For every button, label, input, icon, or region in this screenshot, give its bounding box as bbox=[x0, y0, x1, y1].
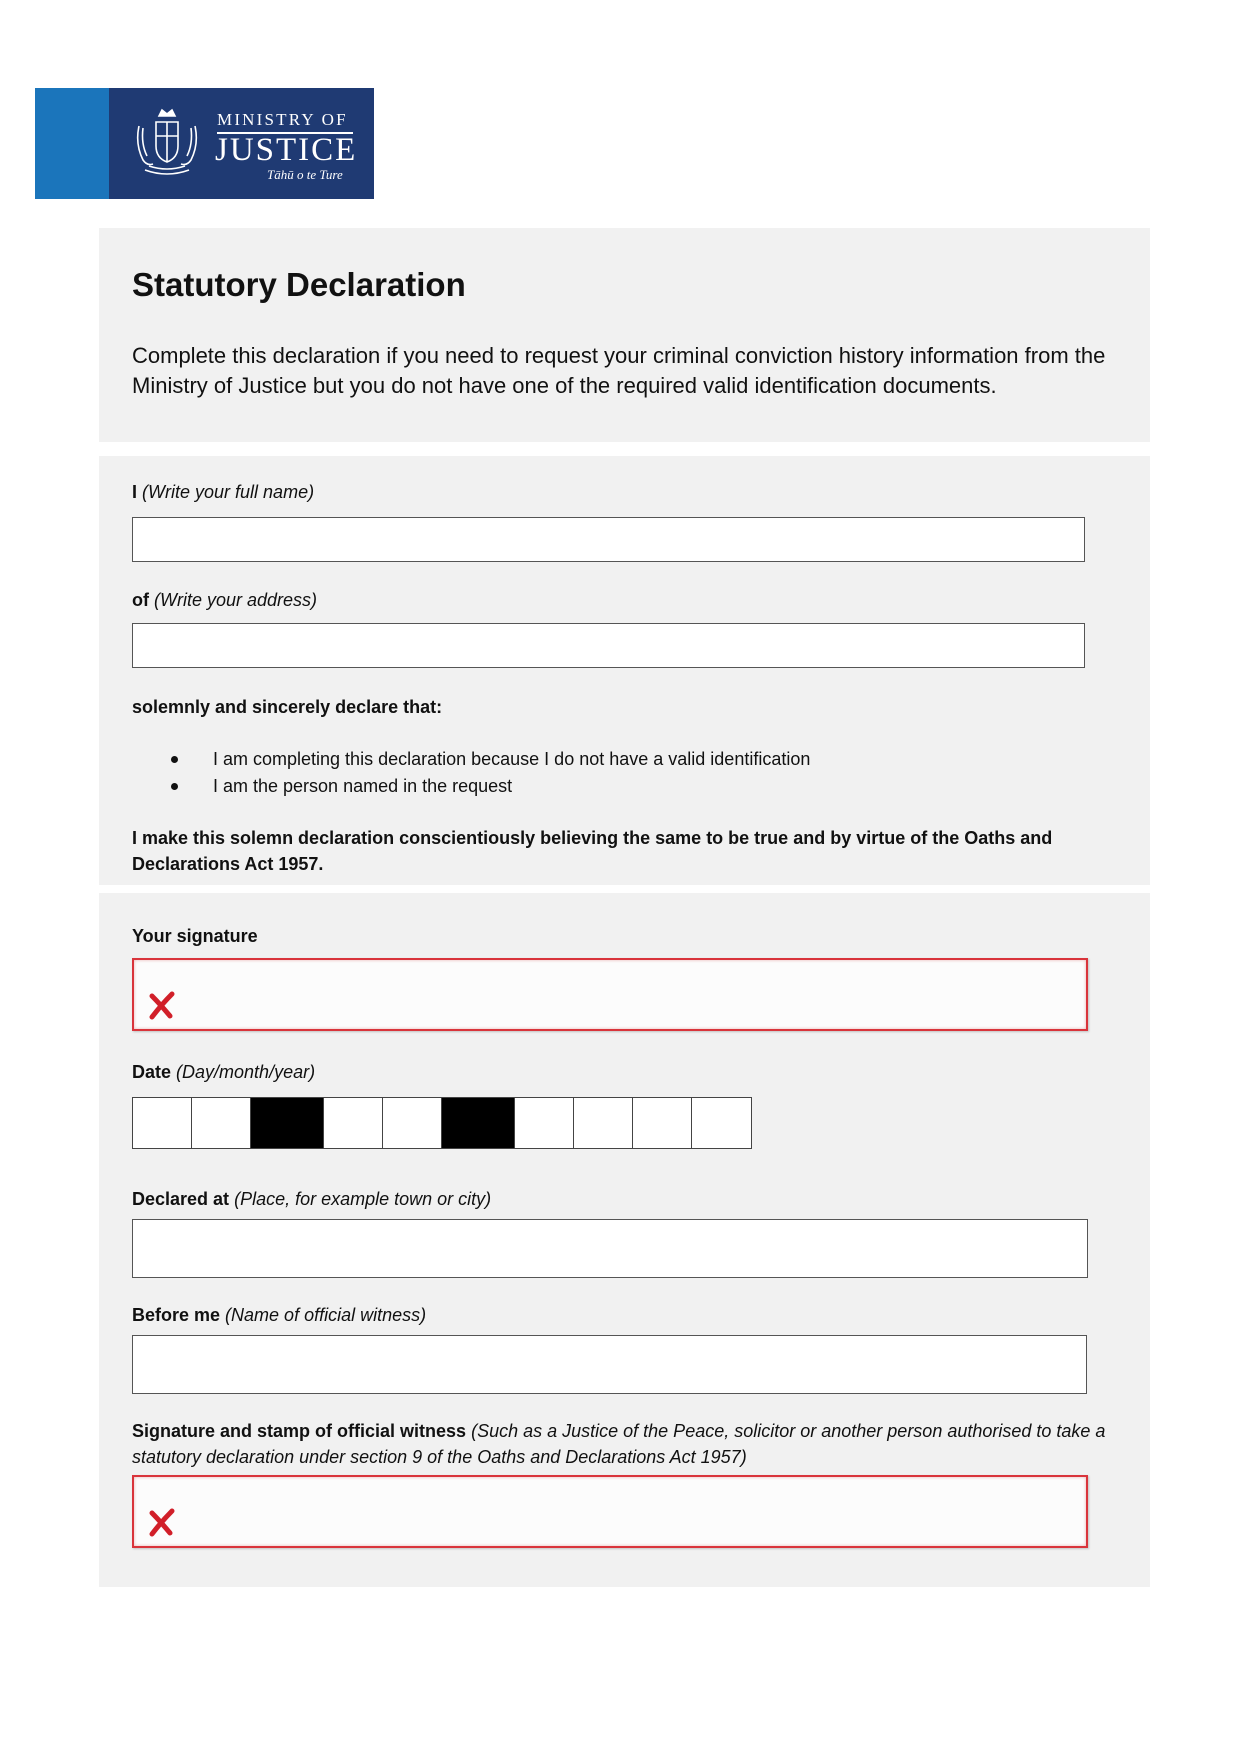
coat-of-arms-icon bbox=[129, 106, 205, 182]
bullet-icon bbox=[171, 783, 178, 790]
bullet-text: I am completing this declaration because I do not have a valid identification bbox=[213, 749, 811, 769]
witness-name-hint: (Name of official witness) bbox=[225, 1305, 427, 1325]
address-field[interactable] bbox=[132, 623, 1085, 668]
witness-signature-label-bold: Signature and stamp of official witness bbox=[132, 1421, 467, 1441]
declaration-bullet-list bbox=[132, 746, 810, 800]
bullet-text: I am the person named in the request bbox=[213, 776, 513, 796]
date-year-digit-3[interactable] bbox=[633, 1098, 692, 1148]
date-label-bold: Date bbox=[132, 1062, 172, 1082]
address-label-bold: of bbox=[132, 590, 149, 610]
date-separator bbox=[251, 1098, 324, 1148]
date-month-digit-1[interactable] bbox=[324, 1098, 383, 1148]
witness-signature-box[interactable] bbox=[132, 1475, 1088, 1548]
declared-at-label-bold: Declared at bbox=[132, 1189, 230, 1209]
date-year-digit-1[interactable] bbox=[515, 1098, 574, 1148]
intro-text: Complete this declaration if you need to request your criminal conviction history information from the Ministry of Justice but you do not have one of the required valid identification documents. bbox=[132, 343, 1106, 398]
witness-signature-label bbox=[132, 1418, 1132, 1470]
logo-stripe bbox=[35, 88, 109, 199]
signature-label: Your signature bbox=[132, 926, 258, 946]
date-separator bbox=[442, 1098, 515, 1148]
logo-panel bbox=[109, 88, 374, 199]
date-field bbox=[132, 1097, 752, 1149]
full-name-label-bold: I bbox=[132, 482, 138, 502]
declared-at-hint: (Place, for example town or city) bbox=[234, 1189, 492, 1209]
witness-name-label-bold: Before me bbox=[132, 1305, 221, 1325]
list-item bbox=[132, 746, 810, 773]
date-year-digit-4[interactable] bbox=[692, 1098, 751, 1148]
date-day-digit-1[interactable] bbox=[133, 1098, 192, 1148]
address-hint: (Write your address) bbox=[154, 590, 318, 610]
list-item bbox=[132, 773, 810, 800]
date-day-digit-2[interactable] bbox=[192, 1098, 251, 1148]
logo-line-ministry: MINISTRY OF bbox=[217, 110, 348, 129]
declare-heading: solemnly and sincerely declare that: bbox=[132, 697, 443, 717]
address-label bbox=[132, 590, 317, 611]
date-year-digit-2[interactable] bbox=[574, 1098, 633, 1148]
full-name-field[interactable] bbox=[132, 517, 1085, 562]
solemn-statement: I make this solemn declaration conscientiously believing the same to be true and by virtue of the Oaths and Declarations Act 1957. bbox=[132, 828, 1053, 874]
logo-tagline: Tāhū o te Ture bbox=[267, 167, 343, 182]
full-name-hint: (Write your full name) bbox=[142, 482, 315, 502]
bullet-icon bbox=[171, 756, 178, 763]
date-month-digit-2[interactable] bbox=[383, 1098, 442, 1148]
signature-box[interactable] bbox=[132, 958, 1088, 1031]
full-name-label bbox=[132, 482, 314, 503]
header-panel bbox=[99, 228, 1150, 442]
page-title: Statutory Declaration bbox=[132, 266, 466, 303]
sign-here-x-icon bbox=[146, 1507, 178, 1539]
date-hint: (Day/month/year) bbox=[176, 1062, 316, 1082]
sign-here-x-icon bbox=[146, 990, 178, 1022]
date-label bbox=[132, 1062, 315, 1083]
ministry-of-justice-logo bbox=[35, 88, 374, 199]
logo-line-justice: JUSTICE bbox=[215, 132, 358, 168]
witness-signature-hint: (Such as a Justice of the Peace, solicitor or another person authorised to take a statutory declaration under section 9 of the Oaths and Declarations Act 1957) bbox=[132, 1421, 1106, 1467]
declared-at-field[interactable] bbox=[132, 1219, 1088, 1278]
witness-name-field[interactable] bbox=[132, 1335, 1087, 1394]
declared-at-label bbox=[132, 1189, 491, 1210]
witness-name-label bbox=[132, 1305, 426, 1326]
